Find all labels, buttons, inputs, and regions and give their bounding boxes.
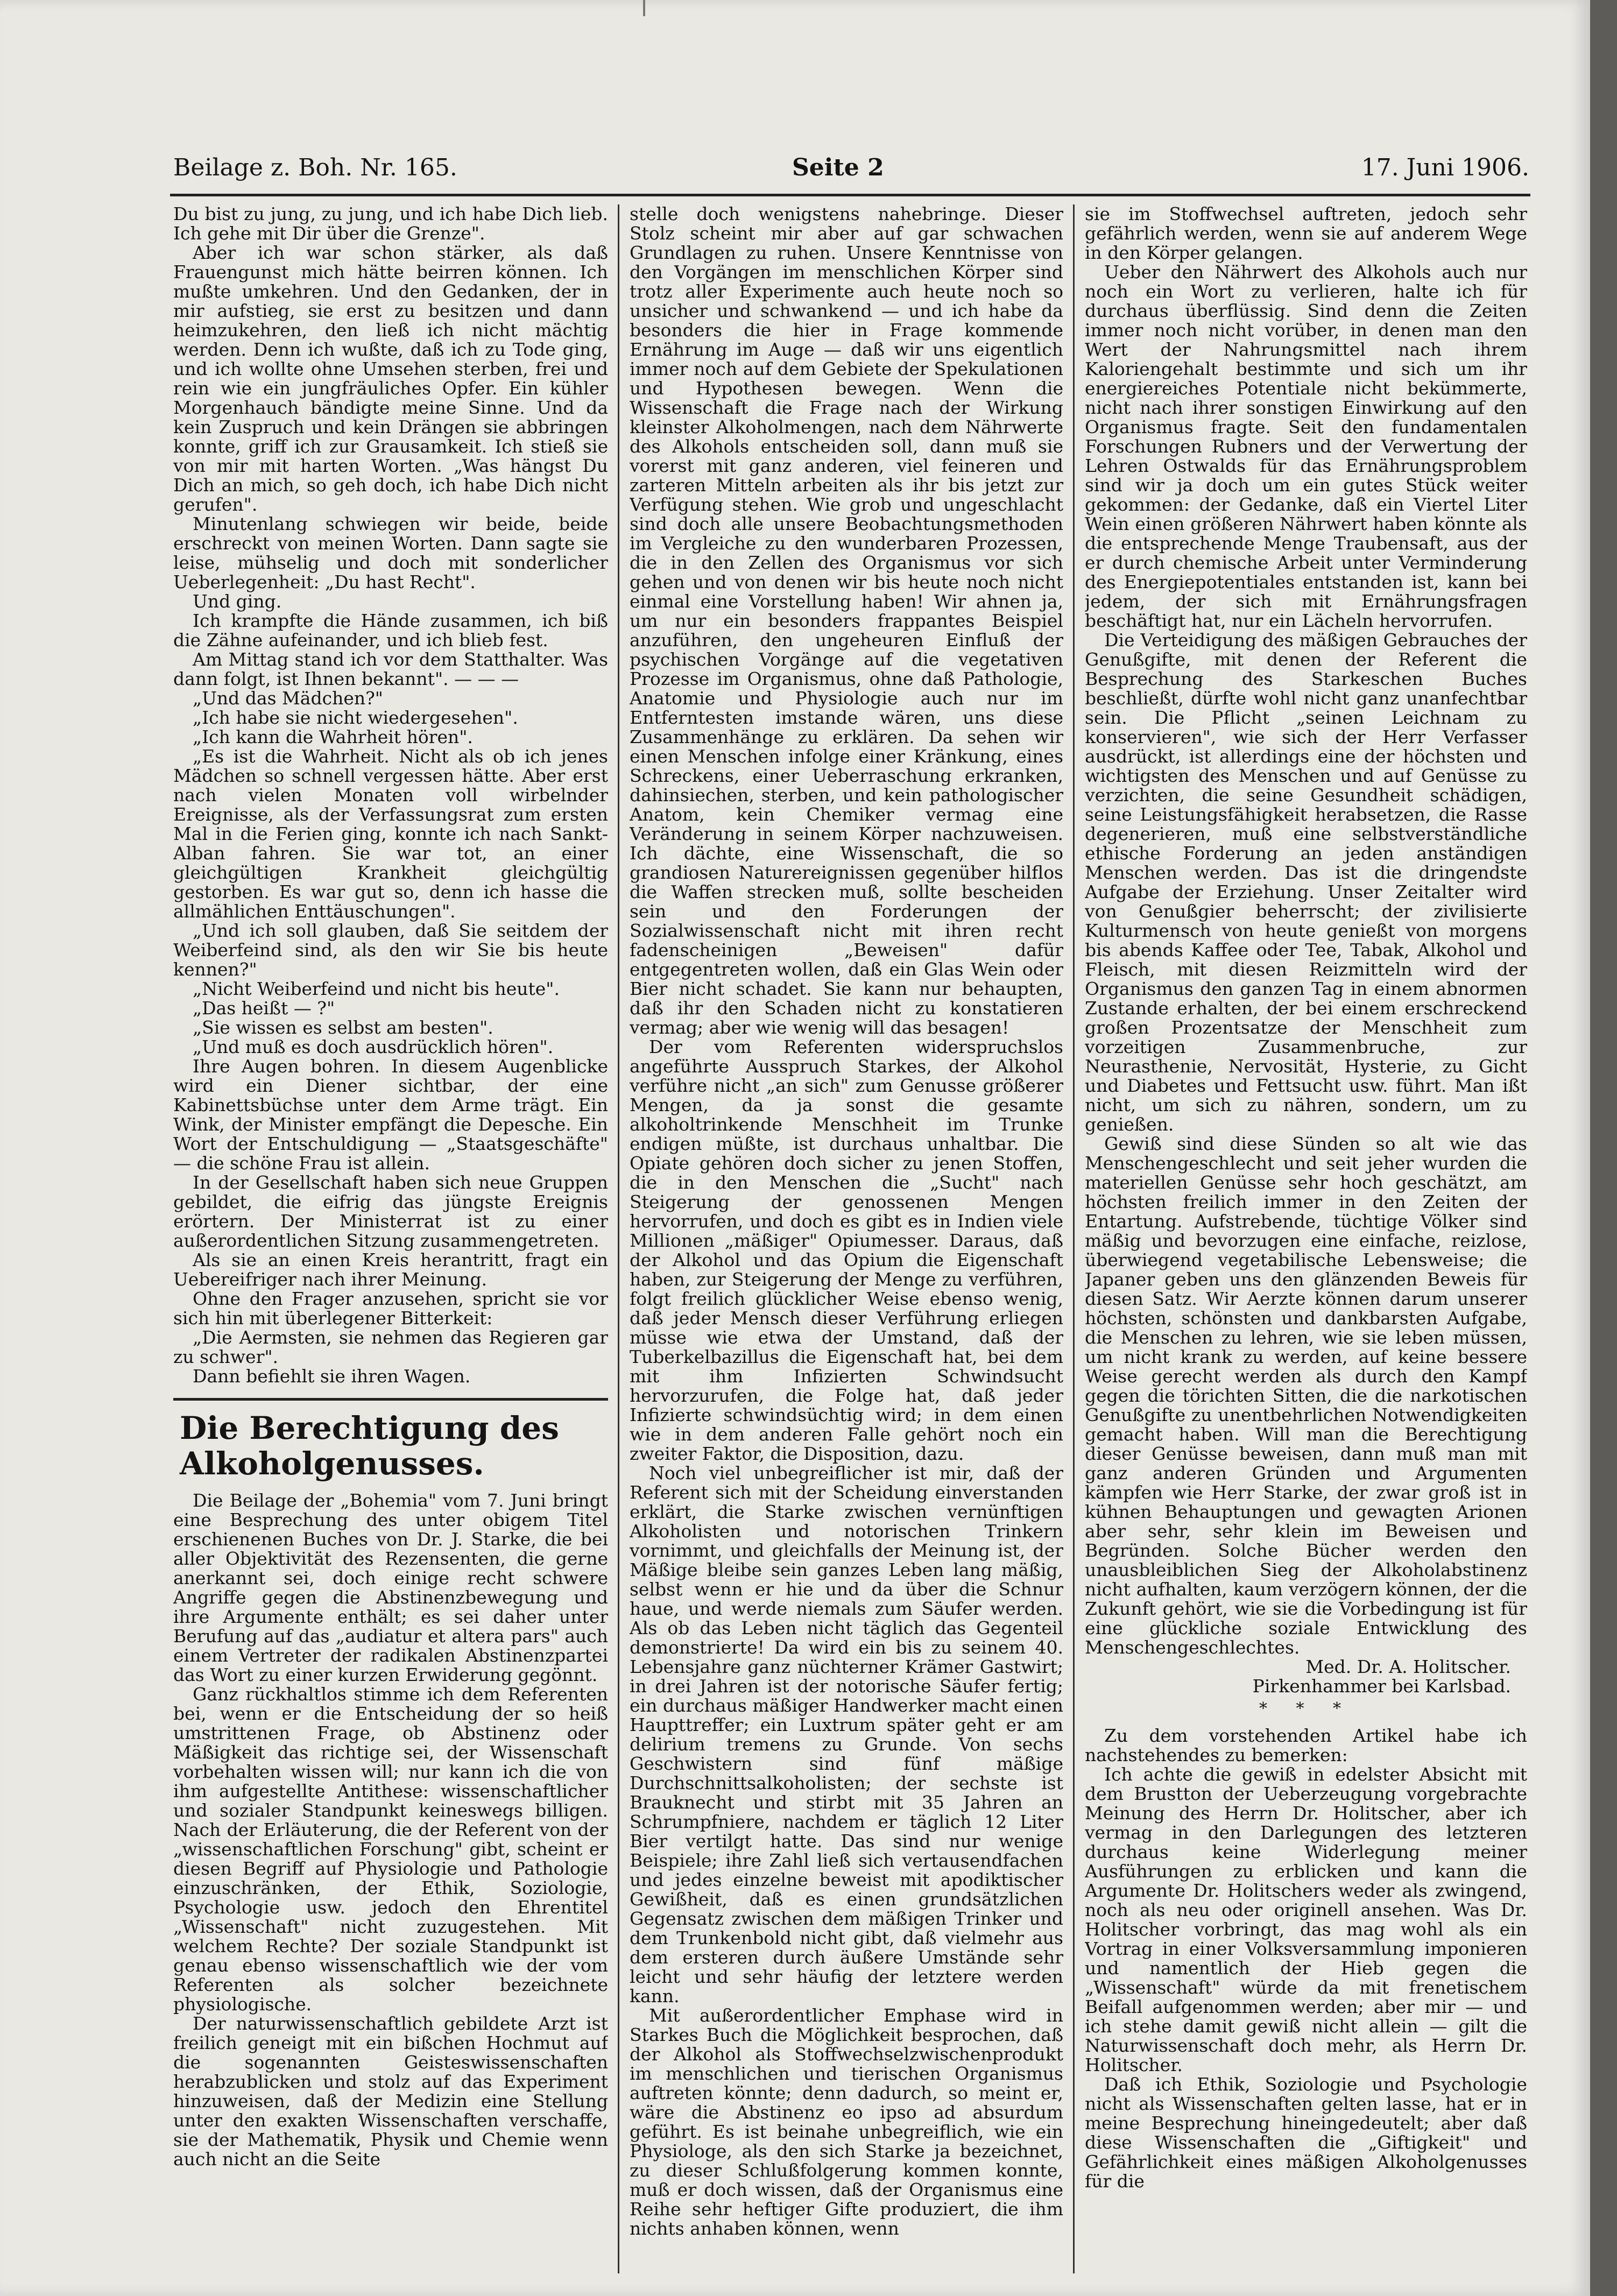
- paragraph: „Und ich soll glauben, daß Sie seitdem der Weiberfeind sind, als den wir Sie bis heute kennen?": [173, 920, 608, 980]
- paragraph: Ihre Augen bohren. In diesem Augenblicke wird ein Diener sichtbar, der eine Kabinettsbüchse unter dem Arme trägt. Ein Wink, der Minister empfängt die Depesche. Ein Wort der Entschuldigung — „Staatsgeschäfte" — die schöne Frau ist allein.: [173, 1056, 608, 1174]
- paragraph: Die Beilage der „Bohemia" vom 7. Juni bringt eine Besprechung des unter obigem Titel erschienenen Buches von Dr. J. Starke, die bei aller Objektivität des Rezensenten, die gerne anerkannt sei, doch einige recht schwere Angriffe gegen die Abstinenzbewegung und ihre Argumente enthält; es sei daher unter Berufung auf das „audiatur et altera pars" auch einem Vertreter der radikalen Abstinenzpartei das Wort zu einer kurzen Erwiderung gegönnt.: [173, 1490, 608, 1685]
- paragraph: Minutenlang schwiegen wir beide, beide erschreckt von meinen Worten. Dann sagte sie leise, mühselig und doch mit sonderlicher Ueberlegenheit: „Du hast Recht".: [173, 513, 608, 592]
- column-rule: [1073, 204, 1075, 2273]
- page-number: Seite 2: [792, 154, 884, 181]
- paragraph: Gewiß sind diese Sünden so alt wie das Menschengeschlecht und seit jeher wurden die materiellen Genüsse sehr hoch geschätzt, am höchsten freilich immer in den Zeiten der Entartung. Aufstrebende, tüchtige Völker sind mäßig und bevorzugen eine einfache, reizlose, überwiegend vegetabilische Lebensweise; die Japaner geben uns den glänzenden Beweis für diesen Satz. Wir Aerzte können darum unserer höchsten, schönsten und dankbarsten Aufgabe, die Menschen zu lehren, wie sie leben müssen, um nicht krank zu werden, auf keine bessere Weise gerecht werden als durch den Kampf gegen die törichten Sitten, die die narkotischen Genußgifte zu unentbehrlichen Notwendigkeiten gemacht haben. Will man die Berechtigung dieser Genüsse beweisen, dann muß man mit ganz anderen Gründen und Argumenten kämpfen wie Herr Starke, der zwar groß ist in kühnen Behauptungen und gewagten Arionen aber sehr, sehr klein im Beweisen und Begründen. Solche Bücher werden den unausbleiblichen Sieg der Alkoholabstinenz nicht aufhalten, kaum verzögern können, der die Zukunft gehört, wie sie die Vorbedingung ist für eine glückliche soziale Entwicklung des Menschengeschlechtes.: [1085, 1133, 1527, 1658]
- paragraph: Du bist zu jung, zu jung, und ich habe Dich lieb. Ich gehe mit Dir über die Grenze".: [173, 204, 608, 244]
- issue-date: 17. Juni 1906.: [1361, 154, 1529, 181]
- paragraph: Daß ich Ethik, Soziologie und Psychologie nicht als Wissenschaften gelten lasse, hat er in meine Besprechung hineingedeutelt; aber daß diese Wissenschaften die „Giftigkeit" und Gefährlichkeit eines mäßigen Alkoholgenusses für die: [1085, 2074, 1527, 2192]
- header-rule: [170, 194, 1530, 196]
- paragraph: Am Mittag stand ich vor dem Statthalter. Was dann folgt, ist Ihnen bekannt". — — —: [173, 649, 608, 689]
- supplement-number: Beilage z. Boh. Nr. 165.: [173, 154, 457, 181]
- article-separator: [173, 1398, 608, 1401]
- paragraph: „Sie wissen es selbst am besten".: [193, 1017, 493, 1038]
- paragraph: „Das heißt — ?": [193, 998, 335, 1019]
- paragraph: Als sie an einen Kreis herantritt, fragt ein Uebereifriger nach ihrer Meinung.: [173, 1249, 608, 1290]
- paragraph: Der naturwissenschaftlich gebildete Arzt ist freilich geneigt mit ein bißchen Hochmut auf die sogenannten Geisteswissenschaften herabzublicken und stolz auf das Experiment hinzuweisen, daß der Medizin eine Stellung unter den exakten Wissenschaften verschaffe, sie der Mathematik, Physik und Chemie wenn auch nicht an die Seite: [173, 2013, 608, 2170]
- scan-edge: [1590, 0, 1617, 2296]
- paragraph: Mit außerordentlicher Emphase wird in Starkes Buch die Möglichkeit besprochen, daß der Alkohol als Stoffwechselzwischenprodukt im menschlichen und tierischen Organismus auftreten könnte; denn dadurch, so meint er, wäre die Abstinenz eo ipso ad absurdum geführt. Es ist beinahe unbegreiflich, wie ein Physiologe, als den sich Starke ja bezeichnet, zu dieser Schlußfolgerung kommen konnte, muß er doch wissen, daß der Organismus eine Reihe sehr heftiger Gifte produziert, die ihm nichts anhaben können, wenn: [630, 2005, 1063, 2239]
- paragraph: „Ich kann die Wahrheit hören".: [193, 726, 473, 747]
- paragraph: In der Gesellschaft haben sich neue Gruppen gebildet, die eifrig das jüngste Ereignis erörtern. Der Ministerrat ist zu einer außerordentlichen Sitzung zusammengetreten.: [173, 1172, 608, 1251]
- column-rule: [618, 204, 619, 2273]
- column-3: [1085, 204, 1527, 2273]
- author-location: Pirkenhammer bei Karlsbad.: [1252, 1676, 1511, 1697]
- author-signature: Med. Dr. A. Holitscher.: [1305, 1656, 1511, 1677]
- column-2: [630, 204, 1063, 2273]
- fold-mark: [643, 0, 645, 16]
- paragraph: Der vom Referenten widerspruchslos angeführte Ausspruch Starkes, der Alkohol verführe nicht „an sich" zum Genusse größerer Mengen, da ja sonst die gesamte alkoholtrinkende Menschheit im Trunke endigen müßte, ist durchaus unhaltbar. Die Opiate gehören doch sicher zu jenen Stoffen, die in den Menschen die „Sucht" nach Steigerung der genossenen Mengen hervorrufen, und doch es gibt es in Indien viele Millionen „mäßiger" Opiumesser. Daraus, daß der Alkohol und das Opium die Eigenschaft haben, zur Steigerung der Menge zu verführen, folgt freilich glücklicher Weise ebenso wenig, daß jeder Mensch dieser Verführung erliegen müsse wie etwa der Umstand, daß der Tuberkelbazillus die Eigenschaft hat, bei dem mit ihm Infizierten Schwindsucht hervorzurufen, die Folge hat, daß jeder Infizierte schwindsüchtig wird; in dem einen wie in dem anderen Falle gehört noch ein zweiter Faktor, die Disposition, dazu.: [630, 1036, 1063, 1464]
- paragraph: Ohne den Frager anzusehen, spricht sie vor sich hin mit überlegener Bitterkeit:: [173, 1288, 608, 1329]
- paragraph: Dann befiehlt sie ihren Wagen.: [193, 1366, 471, 1387]
- paragraph: Aber ich war schon stärker, als daß Frauengunst mich hätte beirren können. Ich mußte umkehren. Und den Gedanken, der in mir aufstieg, sie erst zu besitzen und dann heimzukehren, den ließ ich nicht mächtig werden. Denn ich wußte, daß ich zu Tode ging, und ich wollte ohne Umsehen sterben, frei und rein wie ein jungfräuliches Opfer. Ein kühler Morgenhauch bändigte meine Sinne. Und da kein Zuspruch und kein Drängen sie abbringen konnte, griff ich zur Grausamkeit. Ich stieß sie von mir mit harten Worten. „Was hängst Du Dich an mich, so geh doch, ich habe Dich nicht gerufen".: [173, 242, 608, 515]
- paragraph: Ueber den Nährwert des Alkohols auch nur noch ein Wort zu verlieren, halte ich für durchaus überflüssig. Sind denn die Zeiten immer noch nicht vorüber, in denen man den Wert der Nahrungsmittel nach ihrem Kaloriengehalt bestimmte und sich um ihr energiereiches Potentiale nicht bekümmerte, nicht nach ihrer sonstigen Einwirkung auf den Organismus fragte. Seit den fundamentalen Forschungen Rubners und der Verwertung der Lehren Ostwalds für das Ernährungsproblem sind wir ja doch um ein gutes Stück weiter gekommen: der Gedanke, daß ein Viertel Liter Wein einen größeren Nährwert haben könnte als die entsprechende Menge Traubensaft, aus der er durch chemische Arbeit unter Verminderung des Energiepotentiales entstanden ist, kann bei jedem, der sich mit Ernährungsfragen beschäftigt hat, nur ein Lächeln hervorrufen.: [1085, 262, 1527, 631]
- paragraph: „Die Aermsten, sie nehmen das Regieren gar zu schwer".: [173, 1327, 608, 1367]
- paragraph: Zu dem vorstehenden Artikel habe ich nachstehendes zu bemerken:: [1085, 1725, 1527, 1765]
- paragraph: „Und das Mädchen?": [193, 688, 383, 709]
- paragraph: „Es ist die Wahrheit. Nicht als ob ich jenes Mädchen so schnell vergessen hätte. Aber erst nach vielen Monaten voll wirbelnder Ereignisse, als der Verfassungsrat zum ersten Mal in die Ferien ging, konnte ich nach Sankt-Alban fahren. Sie war tot, an einer gleichgültigen Krankheit gleichgültig gestorben. Es war gut so, denn ich hasse die allmählichen Enttäuschungen".: [173, 746, 608, 922]
- paragraph: sie im Stoffwechsel auftreten, jedoch sehr gefährlich werden, wenn sie auf anderem Wege in den Körper gelangen.: [1085, 204, 1527, 263]
- paragraph: Ganz rückhaltlos stimme ich dem Referenten bei, wenn er die Entscheidung der so heiß umstrittenen Frage, ob Abstinenz oder Mäßigkeit das richtige sei, der Wissenschaft vorbehalten wissen will; nur kann ich die von ihm aufgestellte Antithese: wissenschaftlicher und sozialer Standpunkt keineswegs billigen. Nach der Erläuterung, die der Referent von der „wissenschaftlichen Forschung" gibt, scheint er diesen Begriff auf Physiologie und Pathologie einzuschränken, der Ethik, Soziologie, Psychologie usw. jedoch den Ehrentitel „Wissenschaft" nicht zuzugestehen. Mit welchem Rechte? Der soziale Standpunkt ist genau ebenso wissenschaftlich wie der vom Referenten als solcher bezeichnete physiologische.: [173, 1684, 608, 2015]
- paragraph: Noch viel unbegreiflicher ist mir, daß der Referent sich mit der Scheidung einverstanden erklärt, die Starke zwischen vernünftigen Alkoholisten und notorischen Trinkern vornimmt, und gleichfalls der Meinung ist, der Mäßige bleibe sein ganzes Leben lang mäßig, selbst wenn er hie und da über die Schnur haue, und werde niemals zum Säufer werden. Als ob das Leben nicht täglich das Gegenteil demonstrierte! Da wird ein bis zu seinem 40. Lebensjahre ganz nüchterner Krämer Gastwirt; in drei Jahren ist der notorische Säufer fertig; ein durchaus mäßiger Handwerker macht einen Haupttreffer; ein Luxtrum später geht er am delirium tremens zu Grunde. Von sechs Geschwistern sind fünf mäßige Durchschnittsalkoholisten; der sechste ist Brauknecht und stirbt mit 35 Jahren an Schrumpfniere, nachdem er täglich 12 Liter Bier vertilgt hatte. Das sind nur wenige Beispiele; ihre Zahl ließ sich vertausendfachen und jedes einzelne beweist mit apodiktischer Gewißheit, daß es einen grundsätzlichen Gegensatz zwischen dem mäßigen Trinker und dem Trunkenbold nicht gibt, daß vielmehr aus dem ersteren durch äußere Umstände sehr leicht und sehr häufig der letztere werden kann.: [630, 1463, 1063, 2007]
- paragraph: Ich achte die gewiß in edelster Absicht mit dem Brustton der Ueberzeugung vorgebrachte Meinung des Herrn Dr. Holitscher, aber ich vermag in den Darlegungen des letzteren durchaus keine Widerlegung meiner Ausführungen zu erblicken und kann die Argumente Dr. Holitschers weder als zwingend, noch als neu oder originell ansehen. Was Dr. Holitscher vorbringt, das mag wohl als ein Vortrag in einer Volksversammlung imponieren und namentlich der Hieb gegen die „Wissenschaft" würde da mit frenetischem Beifall aufgenommen werden; aber mir — und ich stehe damit gewiß nicht allein — gilt die Naturwissenschaft doch mehr, als Herrn Dr. Holitscher.: [1085, 1764, 1527, 2075]
- running-header: [173, 154, 1529, 192]
- paragraph: „Und muß es doch ausdrücklich hören".: [193, 1036, 554, 1057]
- article-headline: Die Berechtigung des Alkoholgenusses.: [180, 1410, 559, 1482]
- paragraph: stelle doch wenigstens nahebringe. Dieser Stolz scheint mir aber auf gar schwachen Grundlagen zu ruhen. Unsere Kenntnisse von den Vorgängen im menschlichen Körper sind trotz aller Experimente auch heute noch so unsicher und schwankend — und ich habe da besonders die hier in Frage kommende Ernährung im Auge — daß wir uns eigentlich immer noch auf dem Gebiete der Spekulationen und Hypothesen bewegen. Wenn die Wissenschaft die Frage nach der Wirkung kleinster Alkoholmengen, nach dem Nährwerte des Alkohols entscheiden soll, dann muß sie vorerst mit ganz anderen, viel feineren und zarteren Mitteln arbeiten als ihr bis jetzt zur Verfügung stehen. Wie grob und ungeschlacht sind doch alle unsere Beobachtungsmethoden im Vergleiche zu den wunderbaren Prozessen, die in den Zellen des Organismus vor sich gehen und von denen wir bis heute noch nicht einmal eine Vorstellung haben! Wir ahnen ja, um nur ein besonders frappantes Beispiel anzuführen, den ungeheuren Einfluß der psychischen Vorgänge auf die vegetativen Prozesse im Organismus, ohne daß Pathologie, Anatomie und Physiologie auch nur im Entferntesten imstande wären, uns diese Zusammenhänge zu erklären. Da sehen wir einen Menschen infolge einer Kränkung, eines Schreckens, einer Ueberraschung erkranken, dahinsiechen, sterben, und kein pathologischer Anatom, kein Chemiker vermag eine Veränderung in seinem Körper nachzuweisen. Ich dächte, eine Wissenschaft, die so grandiosen Naturereignissen gegenüber hilflos die Waffen strecken muß, sollte bescheiden sein und den Forderungen der Sozialwissenschaft nicht mit ihren recht fadenscheinigen „Beweisen" dafür entgegentreten wollen, daß ein Glas Wein oder Bier nicht schadet. Sie kann nur behaupten, daß ihr den Schaden nicht zu konstatieren vermag; aber wie wenig will das besagen!: [630, 204, 1063, 1038]
- section-stars: * * *: [1259, 1699, 1353, 1718]
- paragraph: Und ging.: [193, 591, 282, 612]
- paragraph: „Nicht Weiberfeind und nicht bis heute".: [193, 978, 560, 999]
- column-1: [173, 204, 608, 2273]
- paragraph: Ich krampfte die Hände zusammen, ich biß die Zähne aufeinander, und ich blieb fest.: [173, 610, 608, 651]
- paragraph: „Ich habe sie nicht wiedergesehen".: [193, 707, 518, 728]
- paragraph: Die Verteidigung des mäßigen Gebrauches der Genußgifte, mit denen der Referent die Besprechung des Starkeschen Buches beschließt, dürfte wohl nicht ganz unanfechtbar sein. Die Pflicht „seinen Leichnam zu konservieren", wie sich der Herr Verfasser ausdrückt, ist allerdings eine der höchsten und wichtigsten des Menschen und auf Genüsse zu verzichten, die seine Gesundheit schädigen, seine Leistungsfähigkeit herabsetzen, die Rasse degenerieren, muß eine selbstverständliche ethische Forderung an jeden anständigen Menschen werden. Das ist die dringendste Aufgabe der Erziehung. Unser Zeitalter wird von Genußgier beherrscht; der zivilisierte Kulturmensch von heute genießt von morgens bis abends Kaffee oder Tee, Tabak, Alkohol und Fleisch, mit diesen Reizmitteln wird der Organismus den ganzen Tag in einem abnormen Zustande erhalten, der bei einem erschreckend großen Prozentsatze der Menschheit zum vorzeitigen Zusammenbruche, zur Neurasthenie, Nervosität, Hysterie, zu Gicht und Diabetes und Fettsucht usw. führt. Man ißt nicht, um sich zu nähren, sondern, um zu genießen.: [1085, 630, 1527, 1135]
